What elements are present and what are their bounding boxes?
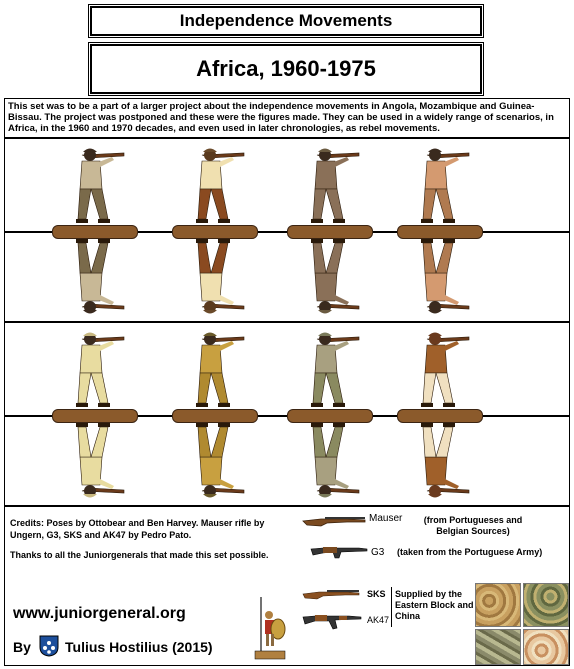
soldier-figure [180,327,250,411]
soldier-figure [295,327,365,411]
soldier-figure [60,143,130,227]
figure-row-2 [4,322,570,506]
soldier-figure [405,327,475,411]
credits-line: Credits: Poses by Ottobear and Ben Harvey. Mauser rifle by Ungern, G3, SKS and AK47 by Pedro Pato. [10,518,265,540]
soldier-figure [180,419,250,503]
camo-swatch [523,629,569,665]
page-title: Independence Movements [90,6,482,36]
g3-note: (taken from the Portuguese Army) [397,547,543,557]
supply-note: Supplied by the Eastern Block and China [395,589,474,621]
camo-swatch [523,583,569,627]
page-subtitle: Africa, 1960-1975 [90,44,482,94]
website-link[interactable]: www.juniorgeneral.org [13,605,186,622]
soldier-figure [295,235,365,319]
soldier-figure [405,235,475,319]
soldier-figure [180,235,250,319]
ak47-rifle-icon [301,611,363,631]
sks-rifle-icon [301,587,361,601]
g3-rifle-icon [309,543,369,561]
soldier-figure [405,143,475,227]
mauser-note: (from Portugueses and Belgian Sources) [423,515,523,536]
soldier-figure [405,419,475,503]
soldier-figure [295,143,365,227]
figure-row-1 [4,138,570,322]
sks-label: SKS [367,589,386,599]
mauser-label: Mauser [369,513,403,524]
soldier-logo-icon [253,595,287,661]
mauser-rifle-icon [301,513,367,529]
camo-swatch [475,629,521,665]
intro-text: This set was to be a part of a larger project about the independence movements in Angola, Mozambique and Guinea-Bissau. The project was postponed and these were the figures made. They can be used in a widely range of scenarios, in Africa, in the 1960 and 1970 decades, and even used in later chronologies, as rebel movements. [4,98,570,138]
author-name: Tulius Hostilius (2015) [65,639,213,655]
soldier-figure [295,419,365,503]
soldier-figure [60,327,130,411]
camo-swatch [475,583,521,627]
soldier-figure [180,143,250,227]
divider [391,587,392,627]
thanks-line: Thanks to all the Juniorgenerals that made this set possible. [10,550,269,560]
ak47-label: AK47 [367,615,390,625]
by-label: By [13,639,31,655]
soldier-figure [60,419,130,503]
g3-label: G3 [371,547,385,558]
flag-shield-icon [39,635,59,657]
soldier-figure [60,235,130,319]
credits-panel [4,506,570,666]
